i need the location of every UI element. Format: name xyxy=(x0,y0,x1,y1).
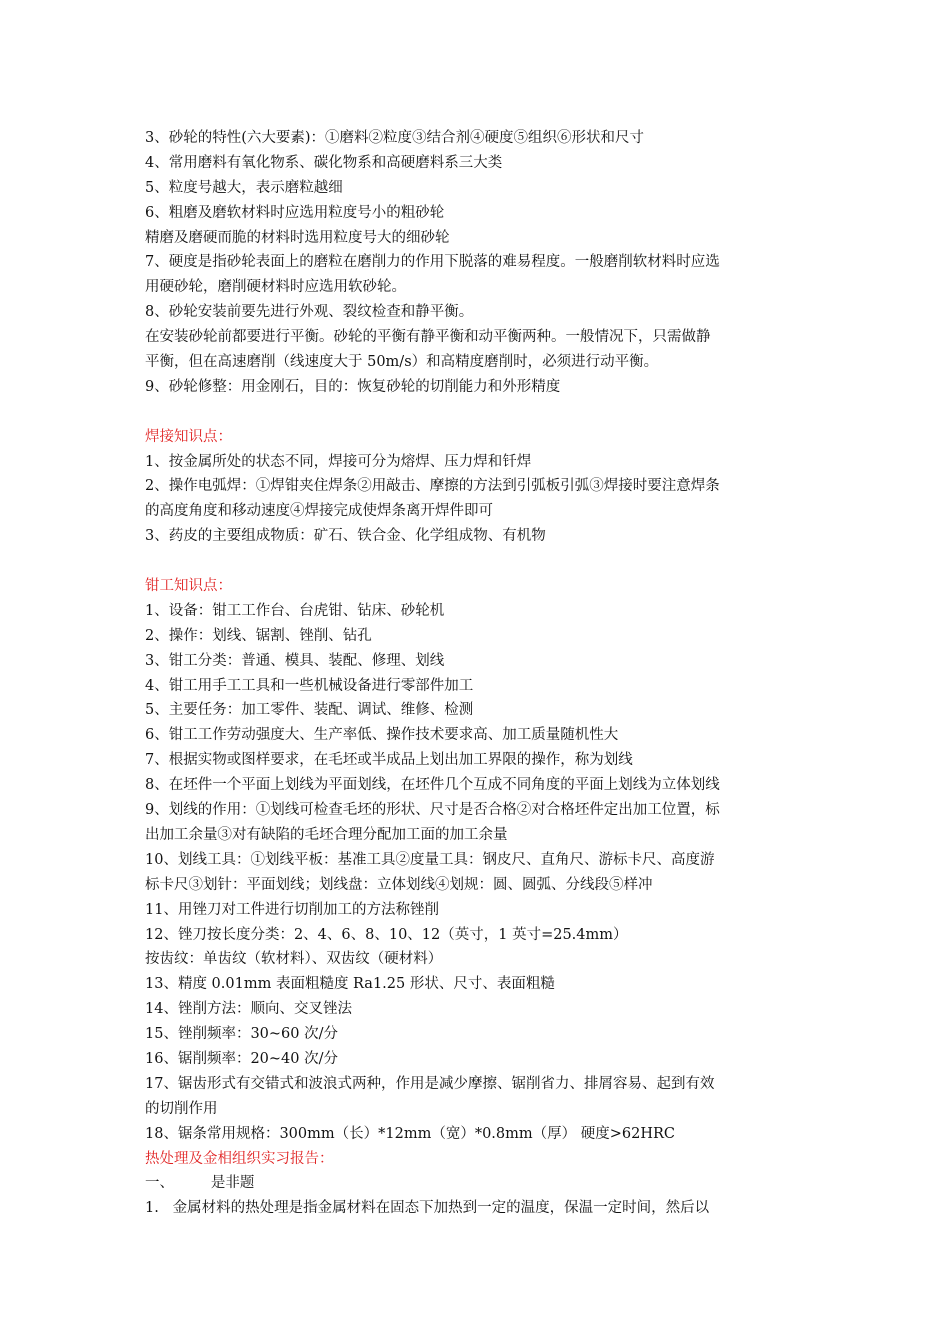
fitter-line: 10、划线工具：①划线平板：基准工具②度量工具：钢皮尺、直角尺、游标卡尺、高度游 xyxy=(145,851,715,868)
fitter-line: 7、根据实物或图样要求，在毛坯或半成品上划出加工界限的操作，称为划线 xyxy=(145,752,633,769)
fitter-line: 16、锯削频率：20~40 次/分 xyxy=(145,1050,338,1067)
fitter-line: 17、锯齿形式有交错式和波浪式两种，作用是减少摩擦、锯削省力、排屑容易、起到有效 xyxy=(145,1075,715,1092)
fitter-line: 15、锉削频率：30~60 次/分 xyxy=(145,1026,338,1043)
question-line: 1. 金属材料的热处理是指金属材料在固态下加热到一定的温度，保温一定时间，然后以 xyxy=(145,1200,710,1217)
fitter-line: 2、操作：划线、锯割、锉削、钻孔 xyxy=(145,627,372,644)
fitter-line: 标卡尺③划针：平面划线；划线盘：立体划线④划规：圆、圆弧、分线段⑤样冲 xyxy=(145,876,653,893)
heat-treatment-heading: 热处理及金相组织实习报告： xyxy=(145,1150,334,1167)
fitter-line: 11、用锉刀对工件进行切削加工的方法称锉削 xyxy=(145,901,439,918)
fitter-line: 3、钳工分类：普通、模具、装配、修理、划线 xyxy=(145,652,445,669)
section-spacer xyxy=(145,549,810,574)
document-body xyxy=(145,126,810,1221)
grinding-line: 4、常用磨料有氧化物系、碳化物系和高硬磨料系三大类 xyxy=(145,154,503,171)
fitter-line: 8、在坯件一个平面上划线为平面划线，在坯件几个互成不同角度的平面上划线为立体划线 xyxy=(145,777,720,794)
fitter-line: 14、锉削方法：顺向、交叉锉法 xyxy=(145,1001,352,1018)
fitter-heading: 钳工知识点： xyxy=(145,578,232,595)
fitter-line: 12、锉刀按长度分类：2、4、6、8、10、12（英寸，1 英寸=25.4mm） xyxy=(145,926,628,943)
grinding-line: 在安装砂轮前都要进行平衡。砂轮的平衡有静平衡和动平衡两种。一般情况下，只需做静 xyxy=(145,329,711,346)
grinding-line: 用硬砂轮，磨削硬材料时应选用软砂轮。 xyxy=(145,279,406,296)
welding-line: 3、药皮的主要组成物质：矿石、铁合金、化学组成物、有机物 xyxy=(145,528,546,545)
welding-heading: 焊接知识点： xyxy=(145,428,232,445)
true-false-section-title: 一、 是非题 xyxy=(145,1175,255,1192)
fitter-line: 13、精度 0.01mm 表面粗糙度 Ra1.25 形状、尺寸、表面粗糙 xyxy=(145,976,555,993)
section-spacer xyxy=(145,400,810,425)
grinding-line: 5、粒度号越大，表示磨粒越细 xyxy=(145,179,343,196)
grinding-line: 8、砂轮安装前要先进行外观、裂纹检查和静平衡。 xyxy=(145,304,474,321)
fitter-line: 的切削作用 xyxy=(145,1100,218,1117)
fitter-line: 按齿纹：单齿纹（软材料）、双齿纹（硬材料） xyxy=(145,951,443,968)
fitter-line: 9、划线的作用：①划线可检查毛坯的形状、尺寸是否合格②对合格坯件定出加工位置，标 xyxy=(145,802,720,819)
grinding-line: 3、砂轮的特性(六大要素)：①磨料②粒度③结合剂④硬度⑤组织⑥形状和尺寸 xyxy=(145,130,645,146)
welding-line: 2、操作电弧焊：①焊钳夹住焊条②用敲击、摩擦的方法到引弧板引弧③焊接时要注意焊条 xyxy=(145,478,720,495)
grinding-line: 平衡，但在高速磨削（线速度大于 50m/s）和高精度磨削时，必须进行动平衡。 xyxy=(145,354,659,371)
fitter-line: 出加工余量③对有缺陷的毛坯合理分配加工面的加工余量 xyxy=(145,826,508,843)
grinding-line: 精磨及磨硬而脆的材料时选用粒度号大的细砂轮 xyxy=(145,229,450,246)
grinding-line: 7、硬度是指砂轮表面上的磨粒在磨削力的作用下脱落的难易程度。一般磨削软材料时应选 xyxy=(145,254,720,271)
fitter-line: 18、锯条常用规格：300mm（长）*12mm（宽）*0.8mm（厚） 硬度>62HRC xyxy=(145,1125,675,1142)
welding-line: 的高度角度和移动速度④焊接完成使焊条离开焊件即可 xyxy=(145,503,493,520)
grinding-line: 6、粗磨及磨软材料时应选用粒度号小的粗砂轮 xyxy=(145,204,445,221)
fitter-line: 4、钳工用手工工具和一些机械设备进行零部件加工 xyxy=(145,677,474,694)
welding-line: 1、按金属所处的状态不同，焊接可分为熔焊、压力焊和钎焊 xyxy=(145,453,532,470)
fitter-line: 6、钳工工作劳动强度大、生产率低、操作技术要求高、加工质量随机性大 xyxy=(145,727,619,744)
fitter-line: 1、设备：钳工工作台、台虎钳、钻床、砂轮机 xyxy=(145,602,445,619)
grinding-line: 9、砂轮修整：用金刚石，目的：恢复砂轮的切削能力和外形精度 xyxy=(145,378,561,395)
fitter-line: 5、主要任务：加工零件、装配、调试、维修、检测 xyxy=(145,702,474,719)
